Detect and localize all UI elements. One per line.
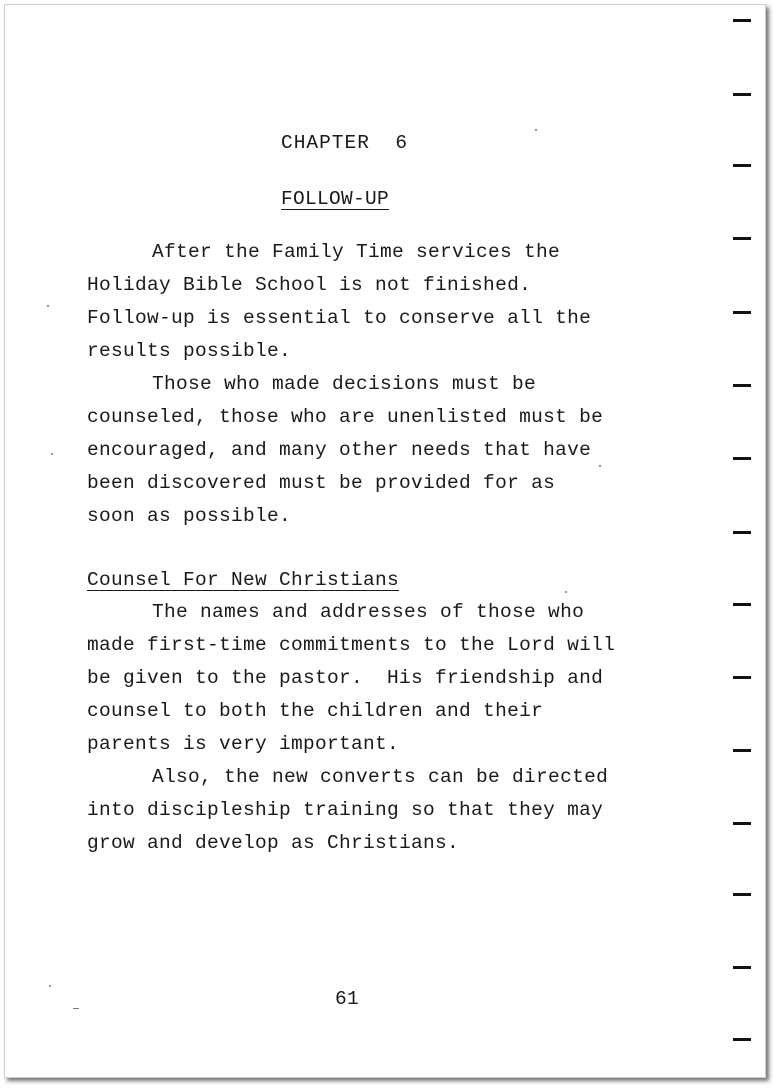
chapter-label: CHAPTER 6 xyxy=(281,132,409,154)
binding-tick xyxy=(733,311,751,314)
paragraph-line: soon as possible. xyxy=(87,505,292,527)
paragraph-line: The names and addresses of those who xyxy=(152,601,585,623)
paragraph-line: been discovered must be provided for as xyxy=(87,472,556,494)
scan-speck xyxy=(49,985,51,987)
paragraph-line: grow and develop as Christians. xyxy=(87,832,460,854)
binding-tick xyxy=(733,676,751,679)
paragraph-line: Holiday Bible School is not finished. xyxy=(87,274,532,296)
paragraph-line: Those who made decisions must be xyxy=(152,373,537,395)
binding-tick xyxy=(733,384,751,387)
binding-tick xyxy=(733,822,751,825)
scan-speck xyxy=(535,129,537,131)
scan-speck xyxy=(73,1008,79,1009)
binding-tick xyxy=(733,237,751,240)
binding-tick xyxy=(733,603,751,606)
document-page xyxy=(4,4,766,1078)
binding-tick xyxy=(733,93,751,96)
paragraph-line: counseled, those who are unenlisted must be xyxy=(87,406,604,428)
paragraph-line: made first-time commitments to the Lord will xyxy=(87,634,616,656)
paragraph-line: counsel to both the children and their xyxy=(87,700,544,722)
paragraph-line: into discipleship training so that they may xyxy=(87,799,604,821)
binding-tick xyxy=(733,1038,751,1041)
binding-tick xyxy=(733,893,751,896)
paragraph-line: results possible. xyxy=(87,340,292,362)
binding-tick xyxy=(733,164,751,167)
page-number: 61 xyxy=(335,988,360,1010)
binding-tick xyxy=(733,966,751,969)
paragraph-line: be given to the pastor. His friendship and xyxy=(87,667,604,689)
binding-tick xyxy=(733,749,751,752)
binding-tick xyxy=(733,457,751,460)
paragraph-line: After the Family Time services the xyxy=(152,241,561,263)
scan-speck xyxy=(47,305,49,307)
scan-speck xyxy=(51,453,53,455)
scan-speck xyxy=(565,591,567,593)
paragraph-line: Also, the new converts can be directed xyxy=(152,766,609,788)
paragraph-line: parents is very important. xyxy=(87,733,400,755)
chapter-title: FOLLOW-UP xyxy=(281,188,390,210)
scan-speck xyxy=(599,465,601,467)
paragraph-line: Follow-up is essential to conserve all the xyxy=(87,307,592,329)
binding-tick xyxy=(733,19,751,22)
paragraph-line: encouraged, and many other needs that have xyxy=(87,439,592,461)
section-heading: Counsel For New Christians xyxy=(87,569,400,591)
binding-tick xyxy=(733,531,751,534)
